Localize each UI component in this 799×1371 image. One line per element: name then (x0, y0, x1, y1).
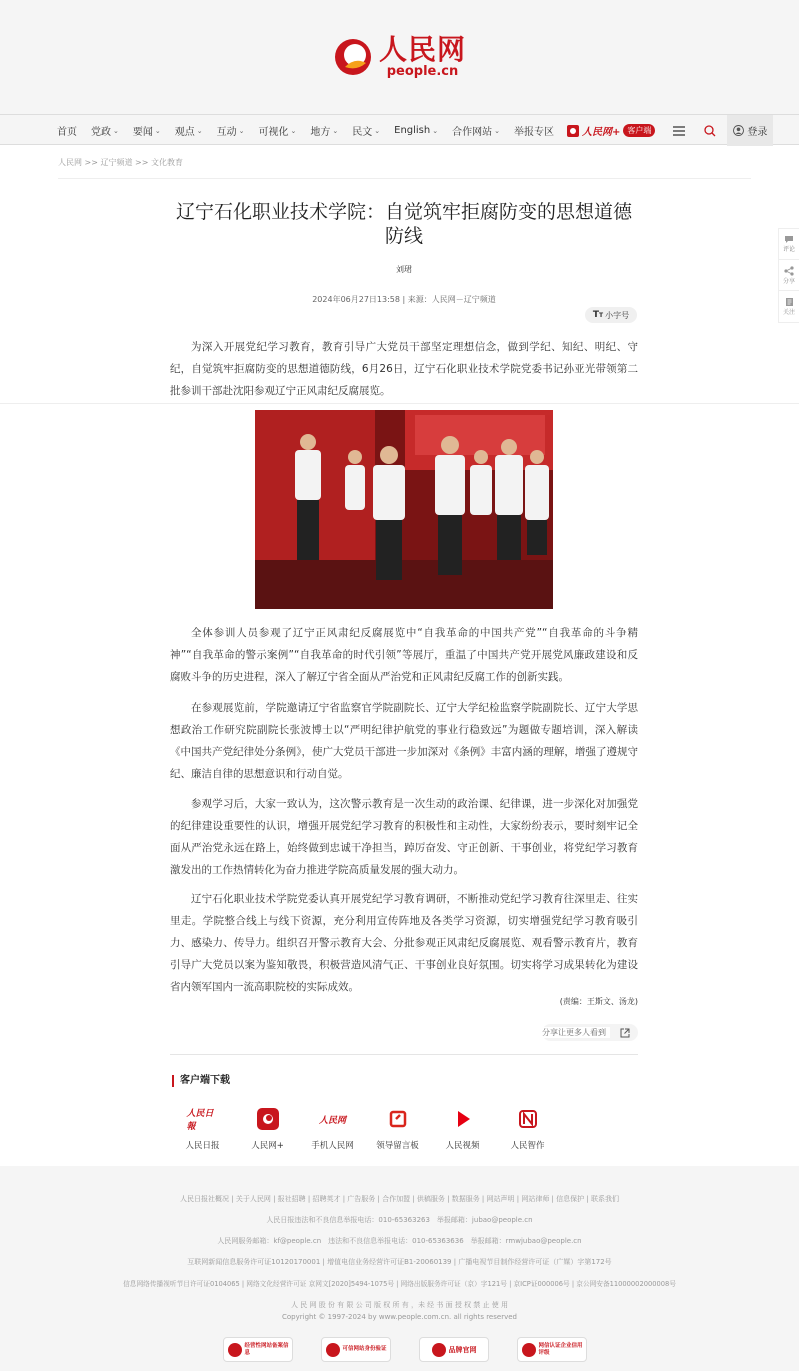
menu-icon (673, 126, 685, 136)
bookmark-icon (785, 297, 794, 307)
nav-item-label: 要闻 (132, 127, 153, 138)
search-icon (704, 125, 716, 137)
badge-label: 网信认证企业信用评级 (538, 1342, 583, 1356)
download-section-title: 客户端下载 (172, 1075, 230, 1087)
share-prompt: 分享让更多人看到 (542, 1027, 610, 1038)
font-size-label: 小字号 (605, 310, 630, 320)
article-author: 刘珺 (396, 265, 412, 274)
app-people-plus[interactable] (235, 1103, 300, 1151)
follow-tool[interactable] (779, 291, 799, 322)
seal-icon (432, 1343, 446, 1357)
badge-label: 品牌官网 (448, 1345, 477, 1354)
nav-item[interactable] (345, 115, 387, 146)
seal-icon (228, 1343, 242, 1357)
login-button[interactable] (727, 115, 773, 146)
article-paragraph: 全体参训人员参观了辽宁正风肃纪反腐展览中“自我革命的中国共产党”“自我革命的斗争精神”“自我革命的警示案例”“自我革命的时代引领”等展厅，重温了中国共产党开展党风廉政建设和反腐败斗争的历史进程，深入了解辽宁省全面从严治党和正风肃纪反腐工作的创新实践。 (170, 627, 638, 683)
article-paragraph: 参观学习后，大家一致认为，这次警示教育是一次生动的政治课、纪律课，进一步深化对加强党的纪律建设重要性的认识，增强开展党纪学习教育的积极性和主动性，大家纷纷表示，要时刻牢记全面从严治党永远在路上，始终做到忠诚干净担当，踔厉奋发、守正创新、干事创业，将党纪学习教育激发出的工作热情转化为奋力推进学院高质量发展的强大动力。 (170, 798, 638, 876)
badge-label: 可信网站身份验证 (342, 1346, 387, 1352)
badge-cyber-cert[interactable] (517, 1337, 587, 1362)
nav-item-label: 地方 (310, 127, 331, 138)
nav-item[interactable] (252, 115, 304, 146)
nav-item-label: 互动 (216, 127, 237, 138)
people-daily-icon: 人民日報 (186, 1109, 214, 1132)
font-size-icon: TT (592, 310, 604, 320)
chevron-down-icon: ⌄ (494, 126, 500, 135)
app-list (170, 1103, 560, 1151)
nav-item-label: 合作网站 (452, 127, 493, 138)
share-tool[interactable] (779, 260, 799, 291)
people-create-icon (512, 1103, 544, 1135)
site-header (0, 0, 799, 114)
chevron-down-icon: ⌄ (113, 126, 119, 135)
app-label: 领导留言板 (376, 1141, 419, 1151)
article-photo (255, 410, 553, 609)
app-label: 人民智作 (510, 1141, 545, 1151)
people-video-icon (447, 1103, 479, 1135)
comment-tool[interactable] (779, 229, 799, 260)
exhibition-photo-illustration (255, 410, 553, 609)
client-app-link[interactable] (567, 123, 655, 138)
nav-item[interactable] (168, 115, 210, 146)
app-mobile-people[interactable] (300, 1103, 365, 1151)
nav-item-label: English (394, 125, 431, 136)
breadcrumb[interactable]: 人民网 >> 辽宁频道 >> 文化教育 (58, 158, 183, 167)
nav-item[interactable] (126, 115, 168, 146)
client-label: 客户端 (623, 124, 655, 137)
footer-license-line-2: 信息网络传播视听节目许可证0104065 | 网络文化经营许可证 京网文[2020]5494-1075号 | 网络出版服务许可证（京）字121号 | 京ICP证000006号 | 京公网安备11000002000008号 (123, 1280, 676, 1288)
nav-item-label: 观点 (174, 127, 195, 138)
search-button[interactable] (699, 115, 721, 146)
client-brand: 人民网+ (581, 127, 621, 138)
article-title: 辽宁石化职业技术学院：自觉筑牢拒腐防变的思想道德防线 (175, 201, 632, 247)
people-logo-icon (333, 37, 373, 77)
badge-brand[interactable] (419, 1337, 489, 1362)
menu-button[interactable] (659, 115, 699, 146)
side-toolbar (778, 228, 799, 323)
external-share-icon (620, 1028, 630, 1038)
app-label: 人民视频 (445, 1141, 480, 1151)
article-paragraph: 辽宁石化职业技术学院党委认真开展党纪学习教育调研，不断推动党纪学习教育往深里走、往实里走。学院整合线上与线下资源，充分利用宣传阵地及各类学习资源，切实增强党纪学习教育吸引力、感染力、传导力。组织召开警示教育大会、分批参观正风肃纪反腐展览、观看警示教育片，教育引导广大党员以案为鉴知敬畏，积极营造风清气正、干事创业良好氛围。切实将学习成果转化为建设省内领军国内一流高职院校的实际成效。 (170, 893, 638, 993)
share-icon (784, 266, 794, 276)
chevron-down-icon: ⌄ (290, 126, 297, 135)
download-divider (170, 1054, 638, 1055)
chevron-down-icon: ⌄ (238, 126, 245, 135)
nav-item-label: 举报专区 (513, 127, 554, 138)
footer-links[interactable]: 人民日报社概况 | 关于人民网 | 报社招聘 | 招聘英才 | 广告服务 | 合作加盟 | 供稿服务 | 数据服务 | 网站声明 | 网站律师 | 信息保护 | 联系我们 (180, 1195, 619, 1203)
badge-label: 经营性网站备案信息 (244, 1342, 289, 1356)
seal-icon (522, 1343, 536, 1357)
logo-chinese: 人民网 (378, 33, 466, 66)
user-icon (733, 125, 744, 136)
site-logo[interactable] (333, 35, 466, 79)
font-size-toggle[interactable] (585, 307, 637, 323)
certification-badges (223, 1337, 587, 1362)
article-meta: 2024年06月27日13:58 | 来源：人民网－辽宁频道 (312, 295, 496, 304)
mobile-people-icon: 人民网 (318, 1115, 346, 1126)
footer-copyright-cn: 人 民 网 股 份 有 限 公 司 版 权 所 有 ，未 经 书 面 授 权 禁 止 使 用 (291, 1301, 508, 1309)
nav-item[interactable] (84, 115, 126, 146)
article-paragraph: 为深入开展党纪学习教育，教育引导广大党员干部坚定理想信念，做到学纪、知纪、明纪、守纪，自觉筑牢拒腐防变的思想道德防线，6月26日，辽宁石化职业技术学院党委书记孙亚光带领第二批参训干部赴沈阳参观辽宁正风肃纪反腐展览。 (170, 341, 638, 397)
footer-report-line: 人民日报违法和不良信息举报电话：010-65363263 举报邮箱：jubao@people.cn (266, 1216, 533, 1224)
paragraph-divider (0, 403, 799, 404)
nav-item[interactable] (507, 115, 561, 146)
footer-copyright-en: Copyright © 1997-2024 by www.people.com.cn. all rights reserved (282, 1313, 517, 1321)
footer-service-line: 人民网服务邮箱：kf@people.cn 违法和不良信息举报电话：010-65363636 举报邮箱：rmwjubao@people.cn (217, 1237, 582, 1245)
footer-license-line: 互联网新闻信息服务许可证10120170001 | 增值电信业务经营许可证B1-20060139 | 广播电视节目制作经营许可证（广媒）字第172号 (187, 1258, 612, 1266)
app-people-create[interactable] (495, 1103, 560, 1151)
comment-icon (784, 235, 794, 244)
message-board-icon (382, 1103, 414, 1135)
article-paragraph: 在参观展览前，学院邀请辽宁省监察官学院副院长、辽宁大学纪检监察学院副院长、辽宁大学思想政治工作研究院副院长张波博士以“严明纪律护航党的事业行稳致远”为题做专题培训，深入解读《中国共产党纪律处分条例》，使广大党员干部进一步加深对《条例》丰富内涵的理解，增强了遵规守纪、廉洁自律的思想意识和行动自觉。 (170, 702, 638, 780)
nav-item-label: 党政 (91, 127, 111, 138)
chevron-down-icon: ⌄ (196, 126, 203, 135)
app-message-board[interactable] (365, 1103, 430, 1151)
nav-item[interactable] (387, 115, 445, 146)
nav-item-label: 民文 (352, 127, 373, 138)
chevron-down-icon: ⌄ (374, 126, 381, 135)
people-plus-icon (252, 1103, 284, 1135)
app-label: 人民网+ (251, 1141, 284, 1151)
app-people-daily[interactable] (170, 1103, 235, 1151)
nav-item[interactable] (303, 115, 345, 146)
nav-item[interactable] (50, 115, 84, 146)
comment-label: 评论 (782, 246, 795, 253)
login-label: 登录 (747, 127, 768, 138)
share-label: 分享 (782, 277, 795, 285)
app-label: 人民日报 (185, 1141, 220, 1151)
nav-item[interactable] (445, 115, 507, 146)
app-label: 手机人民网 (311, 1141, 354, 1151)
people-logo-icon (567, 125, 579, 137)
breadcrumb-divider (58, 178, 751, 179)
nav-item-label: 可视化 (258, 127, 289, 138)
share-row (170, 1024, 638, 1041)
chevron-down-icon: ⌄ (432, 126, 439, 135)
seal-icon (326, 1343, 340, 1357)
follow-label: 关注 (782, 309, 795, 316)
chevron-down-icon: ⌄ (154, 126, 161, 135)
badge-record[interactable] (223, 1337, 293, 1362)
nav-item-label: 首页 (57, 127, 77, 138)
badge-trusted[interactable] (321, 1337, 391, 1362)
chevron-down-icon: ⌄ (332, 126, 339, 135)
main-nav (0, 114, 799, 145)
app-people-video[interactable] (430, 1103, 495, 1151)
nav-item[interactable] (210, 115, 252, 146)
share-button[interactable] (542, 1024, 638, 1041)
article-editor: (责编：王斯文、汤龙) (559, 997, 638, 1006)
logo-english: people.cn (386, 64, 459, 79)
